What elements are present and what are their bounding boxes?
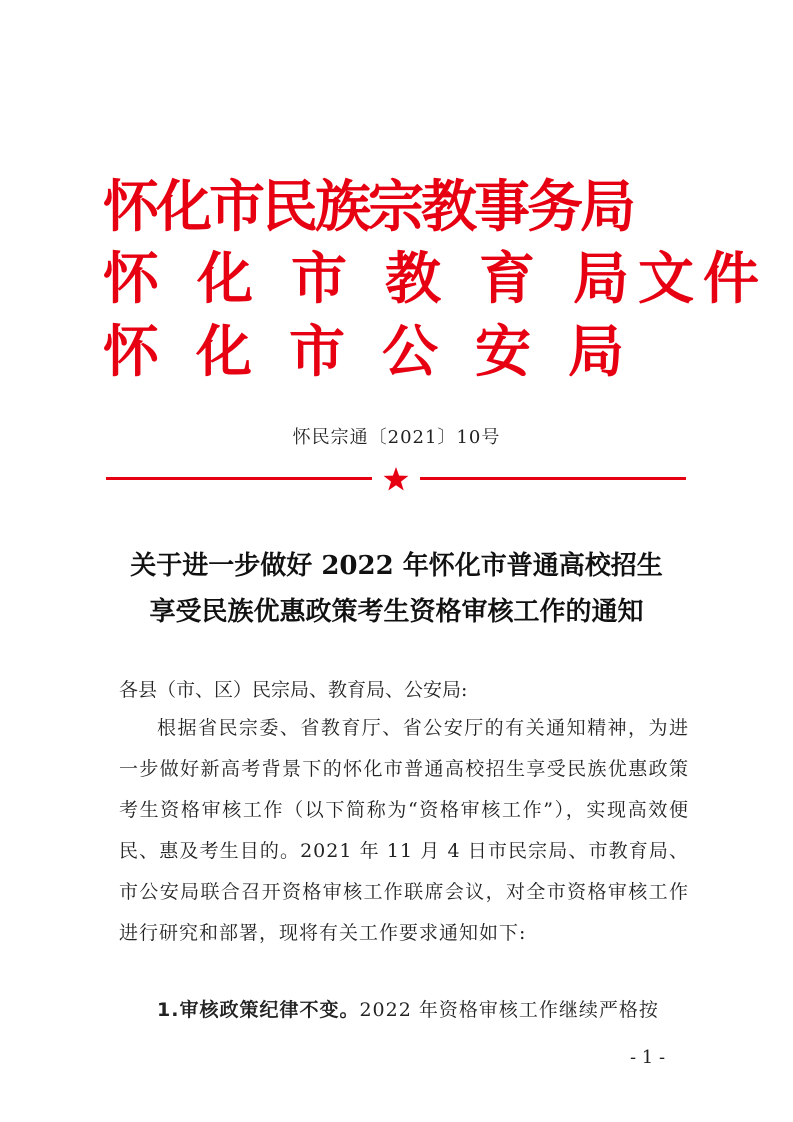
header-char: 公: [382, 320, 438, 385]
header-line-education-bureau: [103, 247, 768, 312]
header-char: 市: [291, 247, 356, 312]
header-char: 市: [289, 320, 345, 385]
body-paragraph-2: [119, 990, 689, 1031]
paragraph-heading: 1.审核政策纪律不变。: [157, 999, 360, 1021]
page-number: - 1 -: [630, 1047, 666, 1068]
document-number: 怀民宗通〔2021〕10号: [292, 427, 501, 448]
header-char: 化: [196, 320, 252, 385]
header-char: 化: [197, 247, 262, 312]
header-char: 局: [568, 320, 624, 385]
separator-line-right: [420, 477, 686, 480]
header-char: 安: [475, 320, 531, 385]
paragraph-text: 2022 年资格审核工作继续严格按: [359, 999, 659, 1021]
body-paragraph-1: 根据省民宗委、省教育厅、省公安厅的有关通知精神，为进一步做好新高考背景下的怀化市普通高校招生享受民族优惠政策考生资格审核工作（以下简称为“资格审核工作”），实现高效便民、惠及考生目的。2021 年 11 月 4 日市民宗局、市教育局、市公安局联合召开资格审核工作联席会议，对全市资格审核工作进行研究和部署，现将有关工作要求通知如下:: [119, 717, 689, 944]
header-char: 怀: [103, 247, 168, 312]
header-char: 育: [479, 247, 544, 312]
separator-line-left: [106, 477, 372, 480]
star-icon: [383, 467, 409, 491]
header-line-public-security-bureau: [103, 320, 624, 385]
title-line-1: 关于进一步做好 2022 年怀化市普通高校招生: [130, 551, 663, 581]
salutation: 各县（市、区）民宗局、教育局、公安局:: [119, 679, 468, 701]
header-char: 怀: [103, 320, 159, 385]
notice-title: [0, 543, 793, 635]
header-char: 局文件: [573, 247, 768, 312]
header-char: 教: [385, 247, 450, 312]
header-line-ethnic-religious-affairs-bureau: 怀化市民族宗教事务局: [103, 175, 633, 240]
title-line-2: 享受民族优惠政策考生资格审核工作的通知: [149, 597, 644, 627]
red-separator: [106, 467, 686, 491]
